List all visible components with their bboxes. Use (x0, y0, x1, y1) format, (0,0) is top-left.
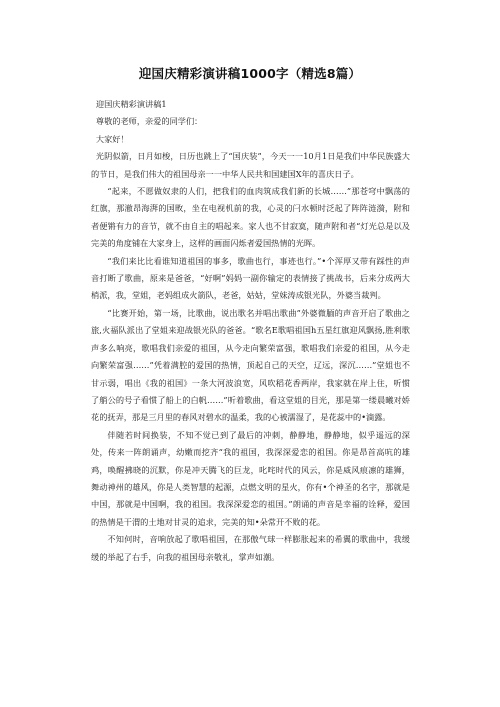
paragraph: 不知何时，音响放起了歌唱祖国，在那傲气球一样膨胀起来的希翼的歌曲中，我缓缓的举起了右手，向我的祖国母亲敬礼，掌声如潮。 (91, 534, 410, 562)
page-title: 迎国庆精彩演讲稿1000字（精选8篇） (138, 66, 362, 81)
paragraph: “我们来比比看谁知道祖国的事多，歌曲也行，事迹也行。”•个浑厚又带有踩性的声音打断了歌曲，原来是爸爸，“好啊”妈妈一副你输定的表情接了挑战书，后来分成两大梢派，我，堂姐，老妈组成火箭队，老爸，姑姑，堂妹涛成银光队，外婆当裁判。 (91, 255, 410, 301)
document-body (91, 96, 410, 566)
paragraph: 伴随若时间换装，不知不觉已到了最后的冲刺，静静地，静静地，似乎遥远的深处，传来一阵朗诵声，幼嫩而挖齐“我的祖国，我深深爱恋的祖国。你是昂首高吭的雄鸡，唤醒拂晓的沉默，你是冲天腾飞的巨龙，叱咤时代的风云，你是威风痕凛的雄狮，舞动神州的雄风，你是人类智慧的起源，点燃文明的星火，你有•个神圣的名字，那就是中国，那就是中国啊，我的祖国。我深深爱恋的祖国。”朗诵的声音是幸福的诠释，爱国的热情是干渭的土地对甘灵的追求，完美的知•朵常开不败的花。 (91, 429, 410, 527)
paragraph: 大家好！ (95, 133, 129, 144)
paragraph: “比赛开始，第一场，比歌曲，说出歌名并唱出歌曲”外婆微腼的声音开启了歌曲之旅,火福队派出了堂姐来迎战银光队的爸爸。“歌名E歌唱祖国h五星红旗迎风飘扬,胜利歌声多么响亮，歌唱我们亲爱的祖国，从今走向繁荣富强，歌唱我们亲爱的祖国，从今走向繁荣富强……”凭着满腔的爱国的热情，顶起自己的天空，辽远，深沉……”堂姐也不甘示弱，唱出《我的祖国》一条大河波浪宽，风吹稻花香两岸，我家就在岸上住，听惯了艄公的号子看惯了船上的白帆……”听着歌曲，看这堂姐的目光，那是第一缕晨曦对娇花的抚弄，那是三月里的春风对碧水的温柔，我的心被濡湿了，是花蕊中的•滴露。 (91, 307, 410, 423)
paragraph: 迎国庆精彩演讲稿1 (95, 99, 167, 109)
paragraph: “起来，不愿做奴隶的人们，把我们的血肉筑成我们新的长城……”那苍穹中飘荡的红旗，那澈昂海湃的国畋，坐在电视机前的我，心灵的闩水顿时泛起了阵阵涟漪，附和者便锵有力的音节，就不由自主的唱起来。家人也不甘寂寞，随声附和者“灯光总是以及完美的角度铺在大家身上，这样的画面闪烁者爱国热情的光晖。 (91, 186, 410, 249)
paragraph: 尊敬的老师，亲爱的同学们： (95, 116, 203, 127)
paragraph: 光阴似箭，日月如梭，日历也跳上了“国庆装”，今天一一10月1日是我们中华民族盛大的节日，是我们伟大的祖国母亲一一中华人民共和国建国X年的喜庆日子。 (91, 151, 410, 179)
